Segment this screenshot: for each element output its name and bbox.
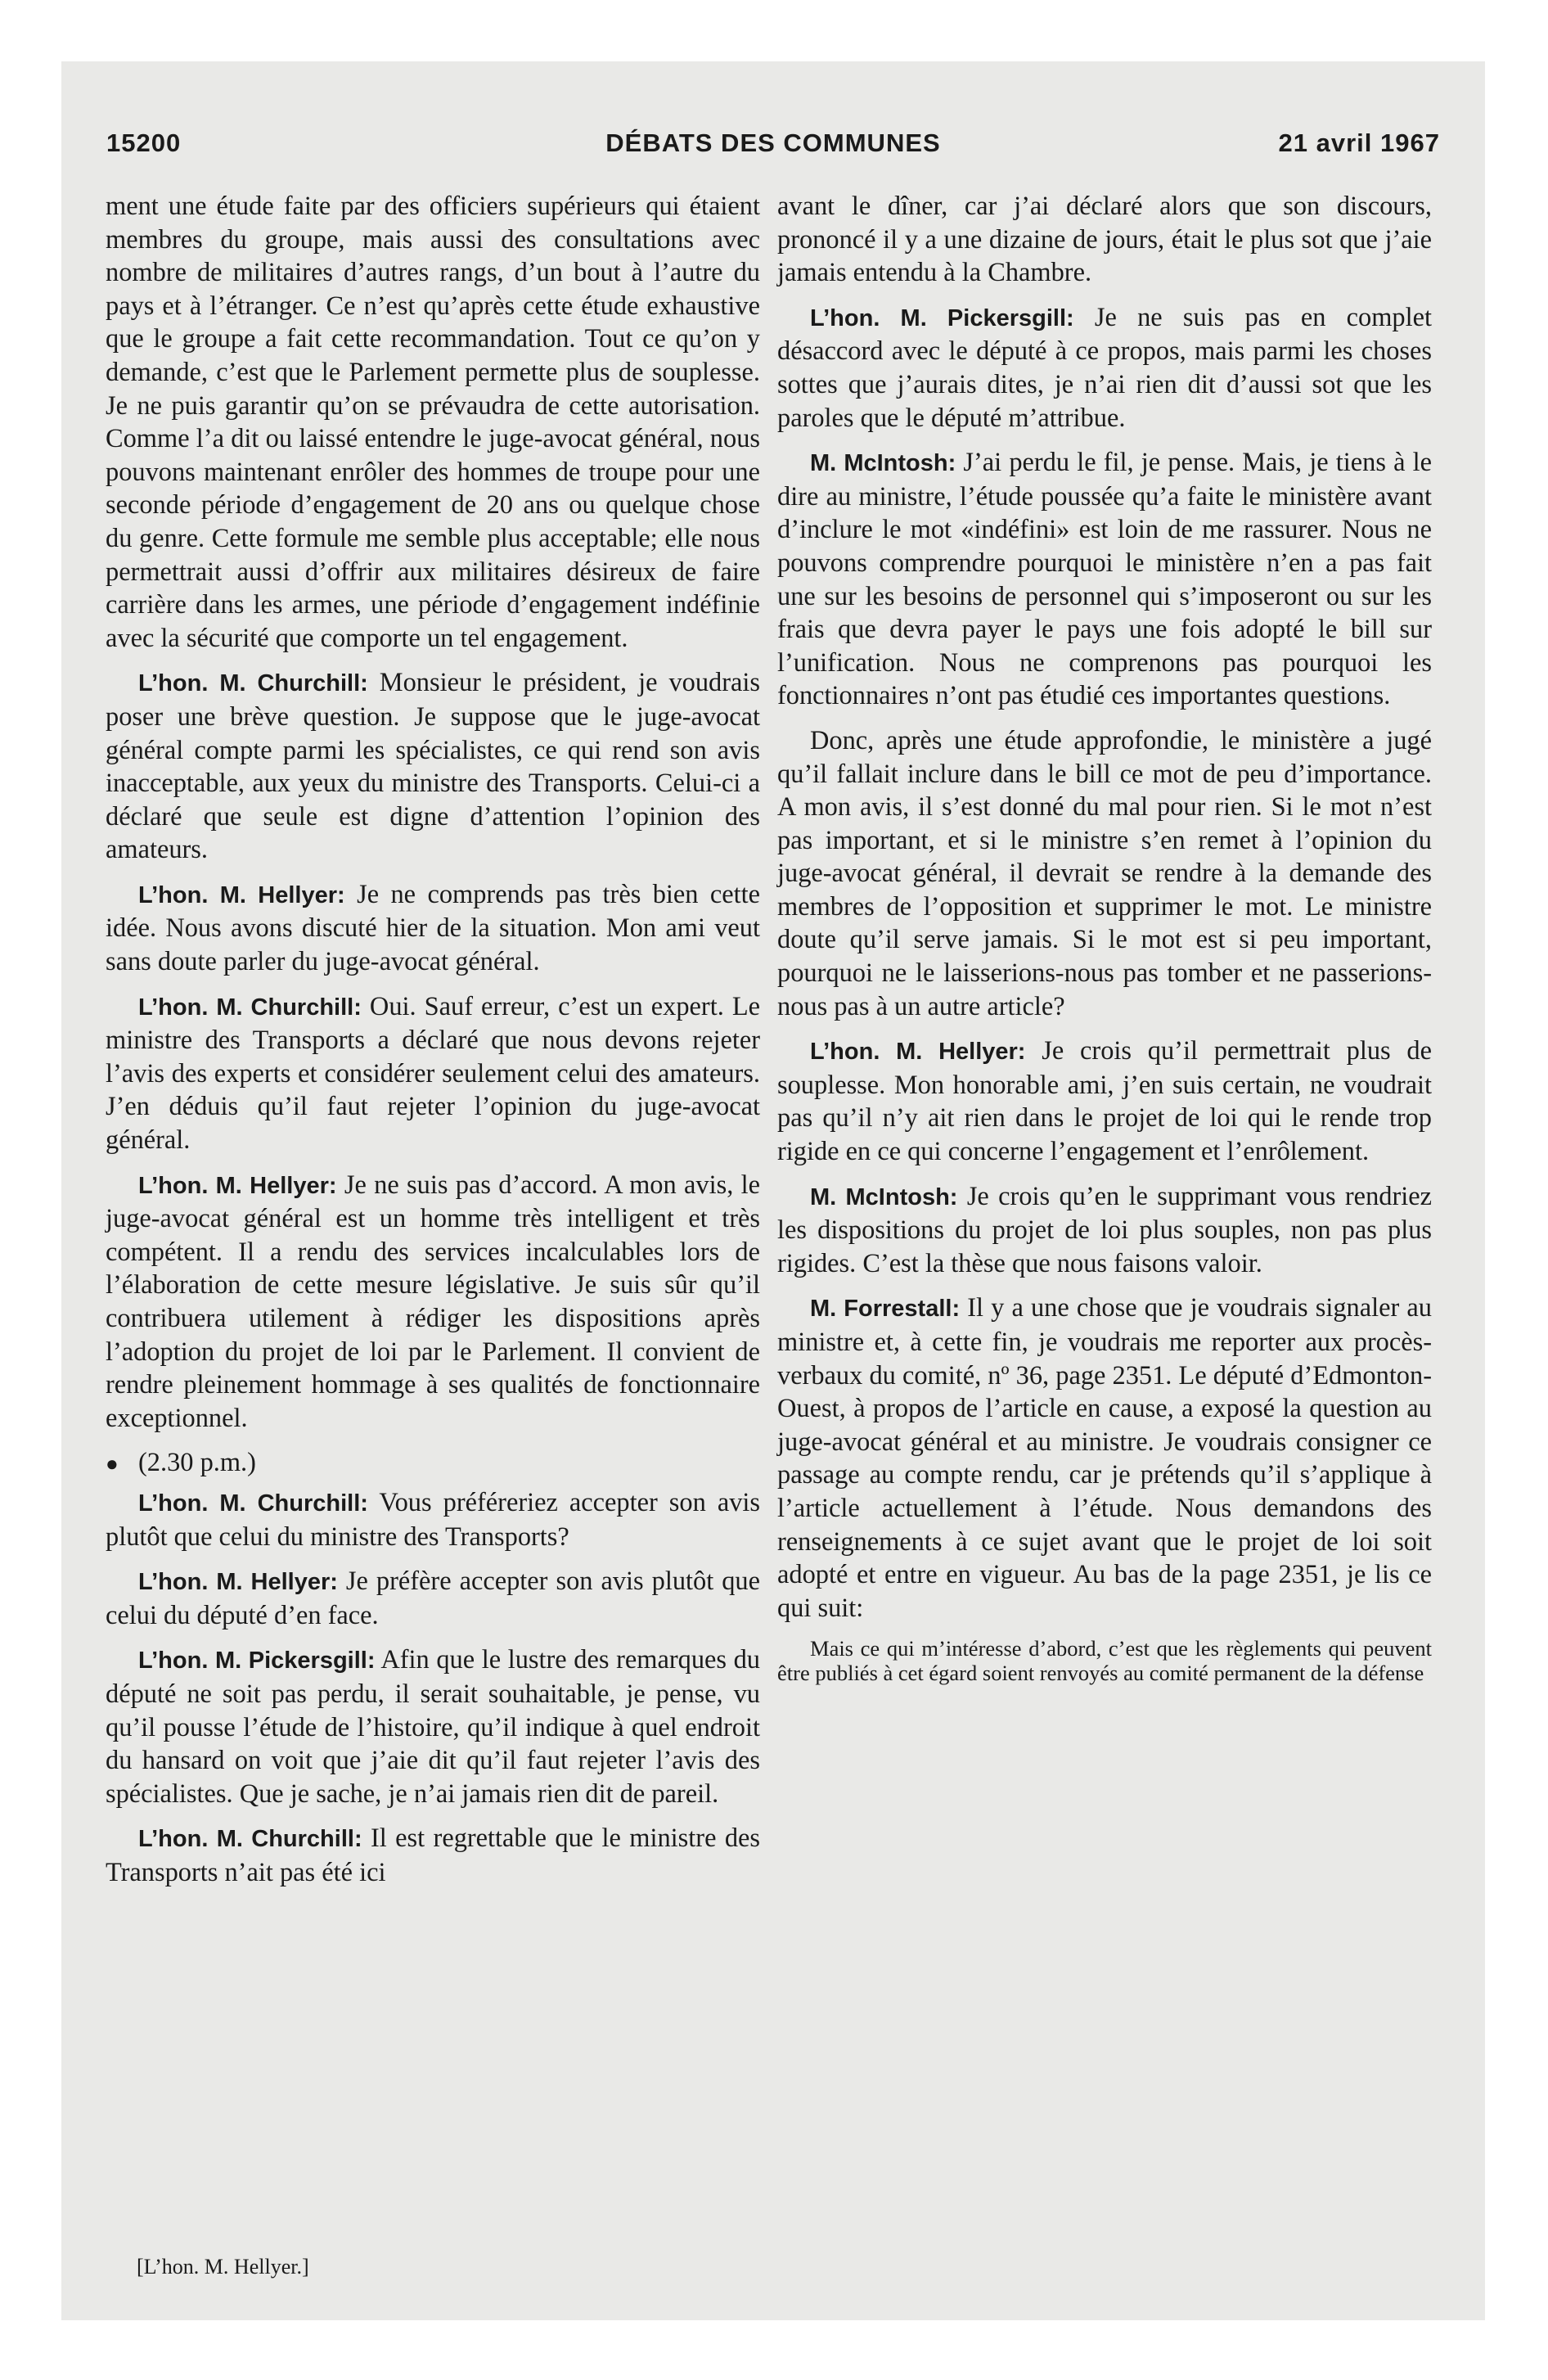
speaker-name: L’hon. M. Churchill:	[138, 670, 368, 697]
time-text: (2.30 p.m.)	[138, 1448, 256, 1478]
speech-paragraph	[106, 1565, 760, 1632]
speaker-name: M. McIntosh:	[810, 1183, 958, 1210]
speaker-name: L’hon. M. Churchill:	[138, 994, 362, 1021]
speech-paragraph	[777, 301, 1432, 435]
speech-text: Je préfère accepter son avis plutôt que celui du député d’en face.	[106, 1566, 760, 1630]
speech-text: avant le dîner, car j’ai déclaré alors que son discours, prononcé il y a une dizaine de jours, était le plus sot que j’aie jamais entendu à la Chambre.	[777, 192, 1432, 288]
speech-paragraph	[777, 1291, 1432, 1625]
speech-text: J’ai perdu le fil, je pense. Mais, je tiens à le dire au ministre, l’étude poussée qu’a faite le ministère avant d’inclure le mot «indéfini» est loin de me rassurer. Nous ne pouvons comprendre pourquoi le ministère n’en a pas fait une sur les besoins de personnel qui s’imposeront ou sur les frais que devra payer le pays une fois adopté le bill sur l’unification. Nous ne comprenons pas pourquoi les fonctionnaires n’ont pas étudié ces importantes questions.	[777, 448, 1433, 711]
speech-paragraph	[106, 666, 760, 867]
speech-text: Monsieur le président, je voudrais poser une brève question. Je suppose que le juge-avocat général compte parmi les spécialistes, ce qui rend son avis inacceptable, aux yeux du ministre des Transports. Celui-ci a déclaré que seule est digne d’attention l’opinion des amateurs.	[106, 668, 760, 865]
left-column	[106, 190, 760, 1901]
page-header	[106, 128, 1440, 169]
speaker-name: M. McIntosh:	[810, 450, 956, 477]
speech-text: Il y a une chose que je voudrais signaler au ministre et, à cette fin, je voudrais me reporter aux procès-verbaux du comité, nº 36, page 2351. Le député d’Edmonton-Ouest, à propos de l’article en cause, a exposé la question au juge-avocat général et au ministre. Je voudrais consigner ce passage au compte rendu, car je prétends qu’il s’applique à l’article actuellement à l’étude. Nous demandons des renseignements à ce sujet avant que le projet de loi soit adopté et entre en vigueur. Au bas de la page 2351, je lis ce qui suit:	[777, 1293, 1432, 1623]
speaker-name: L’hon. M. Hellyer:	[810, 1039, 1026, 1066]
publication-title: DÉBATS DES COMMUNES	[605, 128, 941, 157]
speech-paragraph	[777, 724, 1432, 1023]
speech-text: Je ne suis pas en complet désaccord avec le député à ce propos, mais parmi les choses sottes que j’aurais dites, je n’ai rien dit d’aussi sot que les paroles que le député m’attribue.	[777, 302, 1432, 433]
footer-attribution: [L’hon. M. Hellyer.]	[137, 2255, 309, 2279]
speaker-name: L’hon. M. Hellyer:	[138, 1172, 337, 1199]
speaker-name: L’hon. M. Pickersgill:	[138, 1648, 376, 1675]
page	[61, 61, 1485, 2320]
speech-paragraph	[777, 1180, 1432, 1281]
time-marker	[106, 1446, 760, 1481]
speech-paragraph	[106, 190, 760, 655]
speech-text: Je crois qu’il permettrait plus de souplesse. Mon honorable ami, j’en suis certain, ne voudrait pas qu’il n’y ait rien dans le projet de loi qui le rende trop rigide en ce qui concerne l’engagement et l’enrôlement.	[777, 1036, 1432, 1167]
speech-text: ment une étude faite par des officiers supérieurs qui étaient membres du groupe, mais aussi des consultations avec nombre de militaires d’autres rangs, d’un bout à l’autre du pays et à l’étranger. Ce n’est qu’après cette étude exhaustive que le groupe a fait cette recommandation. Tout ce qu’on y demande, c’est que le Parlement permette plus de souplesse. Je ne puis garantir qu’on se prévaudra de cette autorisation. Comme l’a dit ou laissé entendre le juge-avocat général, nous pouvons maintenant enrôler des hommes de troupe pour une seconde période d’engagement de 20 ans ou quelque chose du genre. Cette formule me semble plus acceptable; elle nous permettrait aussi d’offrir aux militaires désireux de faire carrière dans les armes, une période d’engagement indéfinie avec la sécurité que comporte un tel engagement.	[106, 192, 760, 653]
speech-paragraph	[106, 990, 760, 1157]
bullet-icon: ●	[106, 1452, 119, 1476]
page-date: 21 avril 1967	[1278, 128, 1440, 157]
speech-text: Vous préféreriez accepter son avis plutôt que celui du ministre des Transports?	[106, 1487, 761, 1552]
speaker-name: L’hon. M. Hellyer:	[138, 881, 345, 908]
quoted-passage: Mais ce qui m’intéresse d’abord, c’est que les règlements qui peuvent être publiés à cet égard soient renvoyés au comité permanent de la défense	[777, 1636, 1432, 1686]
speech-paragraph	[106, 878, 760, 979]
speech-paragraph	[777, 1034, 1432, 1168]
speaker-name: L’hon. M. Churchill:	[138, 1826, 362, 1853]
speech-text: Il est regrettable que le ministre des Transports n’ait pas été ici	[106, 1823, 761, 1887]
speech-paragraph	[106, 1486, 760, 1553]
speech-text: Afin que le lustre des remarques du député ne soit pas perdu, il serait souhaitable, je pense, vu qu’il pousse l’étude de l’histoire, qu’il indique à quel endroit du hansard on voit que j’aie dit qu’il faut rejeter l’avis des spécialistes. Que je sache, je n’ai jamais rien dit de pareil.	[106, 1645, 761, 1809]
speaker-name: L’hon. M. Hellyer:	[138, 1569, 338, 1596]
speech-paragraph	[106, 1643, 760, 1810]
speech-paragraph	[106, 1822, 760, 1889]
speech-text: Je crois qu’en le supprimant vous rendriez les dispositions du projet de loi plus souples, non pas plus rigides. C’est la thèse que nous faisons valoir.	[777, 1181, 1432, 1278]
speech-paragraph	[777, 190, 1432, 290]
speech-text: Je ne suis pas d’accord. A mon avis, le juge-avocat général est un homme très intelligent et très compétent. Il a rendu des services incalculables lors de l’élaboration de cette mesure législative. Je suis sûr qu’il contribuera utilement à rédiger les dispositions après l’adoption du projet de loi par le Parlement. Il convient de rendre pleinement hommage à ses qualités de fonctionnaire exceptionnel.	[106, 1170, 760, 1433]
right-column	[777, 190, 1432, 1697]
speaker-name: M. Forrestall:	[810, 1296, 961, 1323]
speech-text: Donc, après une étude approfondie, le ministère a jugé qu’il fallait inclure dans le bill ce mot de peu d’importance. A mon avis, il s’est donné du mal pour rien. Si le mot n’est pas important, et si le ministre s’en remet à l’opinion du juge-avocat général, il devrait se rendre à la demande des membres de l’opposition et supprimer le mot. Le ministre doute qu’il serve jamais. Si le mot est si peu important, pourquoi ne le laisserions-nous pas tomber et ne passerions-nous pas à un autre article?	[777, 725, 1432, 1021]
speaker-name: L’hon. M. Pickersgill:	[810, 304, 1074, 331]
speech-paragraph	[777, 446, 1432, 713]
speech-paragraph	[106, 1169, 760, 1436]
page-number: 15200	[106, 128, 182, 157]
speech-text: Oui. Sauf erreur, c’est un expert. Le ministre des Transports a déclaré que nous devons rejeter l’avis des experts et considérer seulement celui des amateurs. J’en déduis qu’il faut rejeter l’opinion du juge-avocat général.	[106, 991, 760, 1156]
speech-text: Je ne comprends pas très bien cette idée. Nous avons discuté hier de la situation. Mon ami veut sans doute parler du juge-avocat général.	[106, 879, 760, 977]
speaker-name: L’hon. M. Churchill:	[138, 1490, 368, 1517]
